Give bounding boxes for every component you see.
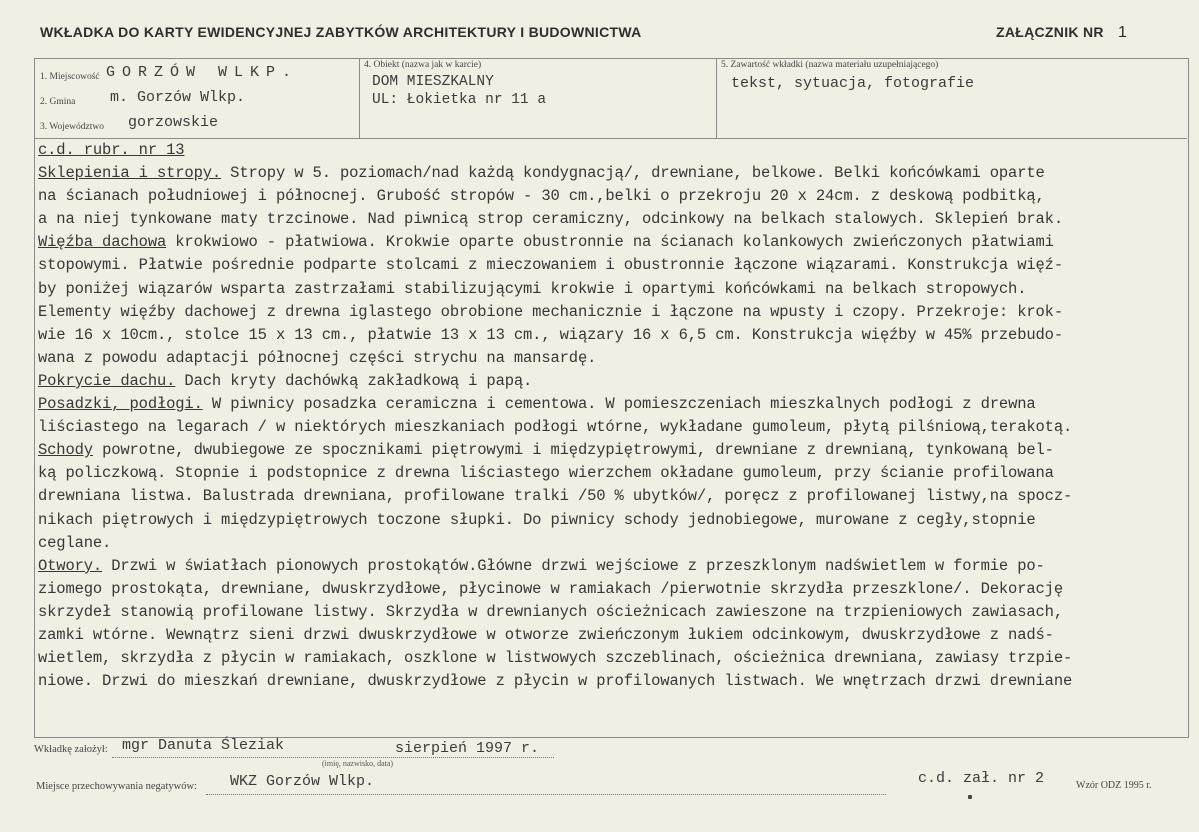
body-line: skrzydeł stanowią profilowane listwy. Skrzydła w drewnianych ościeżnicach zawieszone na trzpieniowych zawiasach, — [38, 602, 1063, 621]
document-title: WKŁADKA DO KARTY EWIDENCYJNEJ ZABYTKÓW ARCHITEKTURY I BUDOWNICTWA — [40, 24, 642, 40]
form-id: Wzór ODZ 1995 r. — [1076, 780, 1152, 791]
body-line: c.d. rubr. nr 13 — [38, 141, 185, 159]
author-date: sierpień 1997 r. — [395, 740, 540, 757]
negatives-value: WKZ Gorzów Wlkp. — [230, 773, 375, 790]
body-line — [38, 555, 1188, 578]
continuation-note: c.d. zał. nr 2 — [918, 770, 1045, 787]
wojewodztwo-value: gorzowskie — [128, 114, 219, 131]
section-heading: Schody — [38, 441, 93, 460]
body-line — [38, 231, 1188, 254]
ink-mark — [968, 795, 972, 799]
body-line: by poniżej wiązarów wsparta zastrzałami stabilizującymi krokwie i opartymi końcówkami na belkach stropowych. — [38, 279, 1027, 298]
miejscowosc-value: GORZÓW WLKP. — [106, 64, 299, 81]
body-line — [38, 393, 1188, 416]
body-line: liściastego na legarach / w niektórych mieszkaniach podłogi wtórne, wykładane gumoleum, płytą pilśniową,terakotą. — [38, 418, 1073, 437]
body-line-text: W piwnicy posadzka ceramiczna i cementowa. W pomieszczeniach mieszkalnych podłogi z drewna — [202, 395, 1036, 414]
body-line: ką policzkową. Stopnie i podstopnice z drewna liściastego wierzchem okładane gumoleum, przy ścianie profilowana — [38, 464, 1054, 483]
section-heading: Pokrycie dachu. — [38, 371, 176, 390]
body-line: ceglane. — [38, 533, 112, 552]
miejscowosc-label: 1. Miejscowość — [40, 72, 100, 82]
gmina-value: m. Gorzów Wlkp. — [110, 89, 246, 106]
body-line: wana z powodu adaptacji północnej części strychu na mansardę. — [38, 348, 597, 367]
author-hint: (imię, nazwisko, data) — [322, 759, 394, 768]
section-heading: Więźba dachowa — [38, 233, 167, 252]
body-line-text: Drzwi w światłach pionowych prostokątów.Główne drzwi wejściowe z przeszklonym nadświetlem w formie po- — [102, 556, 1045, 575]
body-line-text: Stropy w 5. poziomach/nad każdą kondygnacją/, drewniane, belkowe. Belki końcówkami oparte — [221, 164, 1045, 183]
body-line: wie 16 x 10cm., stolce 15 x 13 cm., płatwie 13 x 13 cm., wiązary 16 x 6,5 cm. Konstrukcja więźby w 45% przebudo- — [38, 325, 1063, 344]
obiekt-name: DOM MIESZKALNY — [372, 74, 494, 90]
negatives-dotted-line — [206, 794, 886, 795]
attachment-label — [996, 24, 1127, 42]
gmina-label: 2. Gmina — [40, 97, 76, 107]
body-line: a na niej tynkowane maty trzcinowe. Nad piwnicą strop ceramiczny, odcinkowy na belkach stalowych. Sklepień brak. — [38, 210, 1063, 229]
field-divider-2 — [716, 58, 717, 138]
body-line — [38, 370, 1188, 393]
author-label: Wkładkę założył: — [34, 744, 108, 755]
body-text — [38, 139, 1188, 693]
zawartosc-value: tekst, sytuacja, fotografie — [731, 75, 975, 92]
body-line: ziomego prostokąta, drewniane, dwuskrzydłowe, płycinowe w ramiakach /pierwotnie skrzydła przeszklone/. Dekorację — [38, 579, 1063, 598]
obiekt-address: UL: Łokietka nr 11 a — [372, 92, 547, 108]
section-heading: Otwory. — [38, 556, 103, 575]
body-line: Elementy więźby dachowej z drewna iglastego obrobione mechanicznie i łączone na wpusty i czopy. Przekroje: krok- — [38, 302, 1063, 321]
body-line: zamki wtórne. Wewnątrz sieni drzwi dwuskrzydłowe w otworze zwieńczonym łukiem odcinkowym, dwuskrzydłowe z nadś- — [38, 625, 1054, 644]
section-heading: Posadzki, podłogi. — [38, 395, 203, 414]
section-heading: Sklepienia i stropy. — [38, 164, 222, 183]
wojewodztwo-label: 3. Województwo — [40, 122, 104, 132]
body-line: niowe. Drzwi do mieszkań drewniane, dwuskrzydłowe z płycin w profilowanych listwach. We wnętrzach drzwi drewniane — [38, 672, 1073, 691]
obiekt-label: 4. Obiekt (nazwa jak w karcie) — [364, 60, 482, 70]
body-line — [38, 439, 1188, 462]
zawartosc-label: 5. Zawartość wkładki (nazwa materiału uzupełniającego) — [721, 60, 939, 70]
negatives-label: Miejsce przechowywania negatywów: — [36, 781, 197, 792]
body-line: drewniana listwa. Balustrada drewniana, profilowane tralki /50 % ubytków/, poręcz z profilowanej listwy,na spocz- — [38, 487, 1073, 506]
body-line: nikach piętrowych i międzypiętrowych toczone słupki. Do piwnicy schody jednobiegowe, murowane z cegły,stopnie — [38, 510, 1036, 529]
body-line: stopowymi. Płatwie pośrednie podparte stolcami z mieczowaniem i obustronnie łączone wiązarami. Konstrukcja więź- — [38, 256, 1063, 275]
body-line — [38, 162, 1188, 185]
attachment-number: 1 — [1118, 24, 1128, 41]
attachment-label-text: ZAŁĄCZNIK NR — [996, 24, 1104, 40]
body-line-text: Dach kryty dachówką zakładkową i papą. — [175, 371, 533, 390]
author-name: mgr Danuta Śleziak — [122, 737, 285, 754]
body-line-text: powrotne, dwubiegowe ze spocznikami piętrowymi i międzypiętrowymi, drewniane z drewnianą, tynkowaną bel- — [92, 441, 1054, 460]
field-divider-1 — [359, 58, 360, 138]
body-line-text: krokwiowo - płatwiowa. Krokwie oparte obustronnie na ścianach kolankowych zwieńczonych płatwiami — [166, 233, 1054, 252]
body-line: wietlem, skrzydła z płycin w ramiakach, oszklone w listwowych szczeblinach, ościeżnica drewniana, zawiasy trzpie- — [38, 649, 1073, 668]
author-dotted-line — [112, 757, 554, 758]
body-line: na ścianach południowej i północnej. Grubość stropów - 30 cm.,belki o przekroju 20 x 24cm. z deskową podbitką, — [38, 187, 1045, 206]
